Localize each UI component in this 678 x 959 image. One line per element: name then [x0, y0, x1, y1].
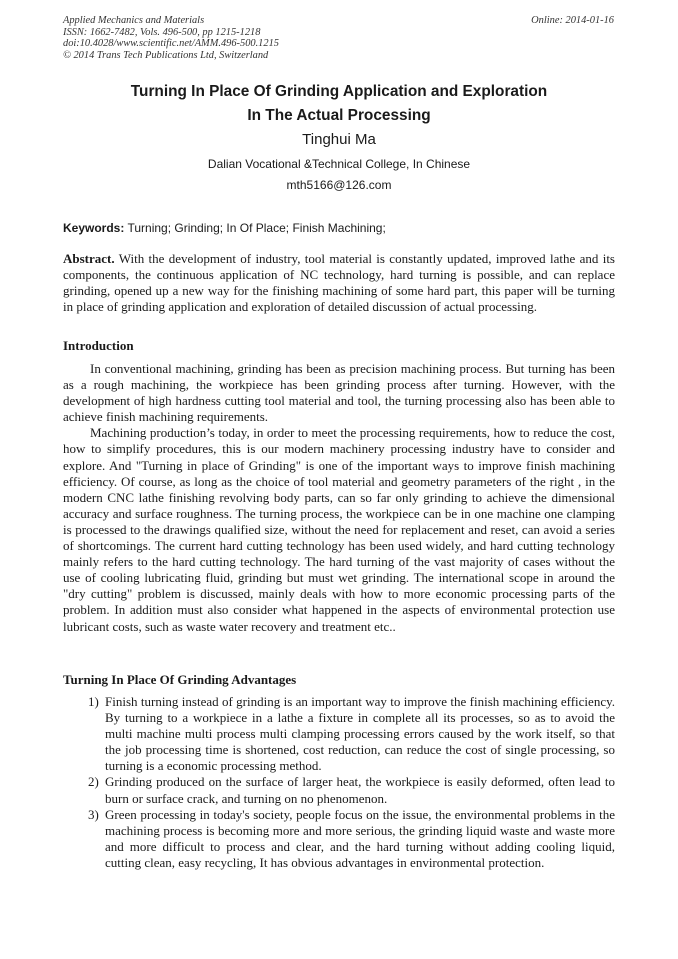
keywords: [63, 221, 615, 236]
abstract-text: With the development of industry, tool material is constantly updated, improved lathe and its components, the continuous application of NC technology, hard turning is possible, and can replace grinding, opened up a new way for the finishing machining of some hard part, this paper will be turning in place of grinding application and exploration of detailed discussion of actual processing.: [63, 251, 615, 315]
title-line-2: In The Actual Processing: [247, 107, 431, 124]
journal-metadata: [63, 15, 279, 61]
list-item-number: 3): [88, 806, 99, 822]
online-date: Online: 2014-01-16: [531, 15, 614, 26]
list-item-number: 2): [88, 774, 99, 790]
journal-name: Applied Mechanics and Materials: [63, 15, 205, 26]
doi-line: doi:10.4028/www.scientific.net/AMM.496-500.1215: [63, 38, 279, 50]
author-email: mth5166@126.com: [286, 178, 392, 192]
list-item: [88, 694, 615, 774]
list-item: [88, 774, 615, 806]
list-item-number: 1): [88, 694, 99, 709]
abstract-label: Abstract.: [63, 251, 115, 266]
author-name: Tinghui Ma: [302, 131, 376, 148]
copyright-line: © 2014 Trans Tech Publications Ltd, Switzerland: [63, 49, 269, 61]
advantages-list: [88, 694, 615, 871]
list-item: [88, 807, 615, 871]
paper-title: [60, 80, 618, 128]
title-line-1: Turning In Place Of Grinding Application and Exploration: [130, 83, 548, 100]
keywords-text: Turning; Grinding; In Of Place; Finish Machining;: [124, 221, 386, 235]
issn-line: ISSN: 1662-7482, Vols. 496-500, pp 1215-1218: [63, 26, 261, 38]
list-item-text: Green processing in today's society, people focus on the issue, the environmental problems in the machining process is becoming more and more serious, the grinding liquid waste and waste more and more difficult to process and clear, and the hard turning without adding cooling liquid, cutting clean, easy recycling, It has obvious advantages in environmental protection.: [105, 806, 615, 870]
author-affiliation: Dalian Vocational &Technical College, In Chinese: [207, 157, 471, 171]
list-item-text: Finish turning instead of grinding is an important way to improve the finish machining efficiency. By turning to a workpiece in a lathe a fixture in complete all its processes, so as to avoid the multi machine multi process multi clamping processing errors caused by the work itself, so that the job processing time is shortened, cost reduction, can reduce the cost of single processing, so turning is a economic processing method.: [105, 694, 615, 774]
introduction-heading: Introduction: [63, 338, 134, 353]
introduction-body: [63, 361, 615, 635]
abstract: [63, 251, 615, 315]
advantages-heading: Turning In Place Of Grinding Advantages: [63, 672, 297, 687]
intro-paragraph-2: Machining production’s today, in order to meet the processing requirements, how to reduce the cost, how to simplify procedures, this is our modern machinery processing industry have to consider and explore. And "Turning in place of Grinding" is one of the important ways to improve finish machining efficiency. Of course, as long as the choice of tool material and geometry parameters of the right , in the modern CNC lathe finishing revolving body parts, can so far only grinding to achieve the dimensional accuracy and surface roughness. The turning process, the workpiece can be in one machine one clamping is processed to the drawings qualified size, without the need for replacement and reset, can avoid a series of shortcomings. The current hard cutting technology has been used widely, and hard cutting technology mainly refers to the hard cutting technology. The hard turning of the vast majority of cases without the use of cooling lubricating fluid, grinding but must wet grinding. The international scope in around the "dry cutting" problem is discussed, mainly deals with how to more economic processing parts of the problem. In addition must also consider what happened in the aspects of environmental protection use lubricant costs, such as waste water recovery and treatment etc..: [63, 425, 615, 634]
intro-paragraph-1: In conventional machining, grinding has been as precision machining process. But turning has been as a rough machining, the workpiece has been grinding process after turning. However, with the development of high hardness cutting tool material and tool, the turning processing also has been able to achieve finish machining requirements.: [63, 361, 615, 425]
keywords-label: Keywords:: [63, 221, 125, 235]
list-item-text: Grinding produced on the surface of larger heat, the workpiece is easily deformed, often lead to burn or surface crack, and turning on no phenomenon.: [105, 774, 615, 806]
